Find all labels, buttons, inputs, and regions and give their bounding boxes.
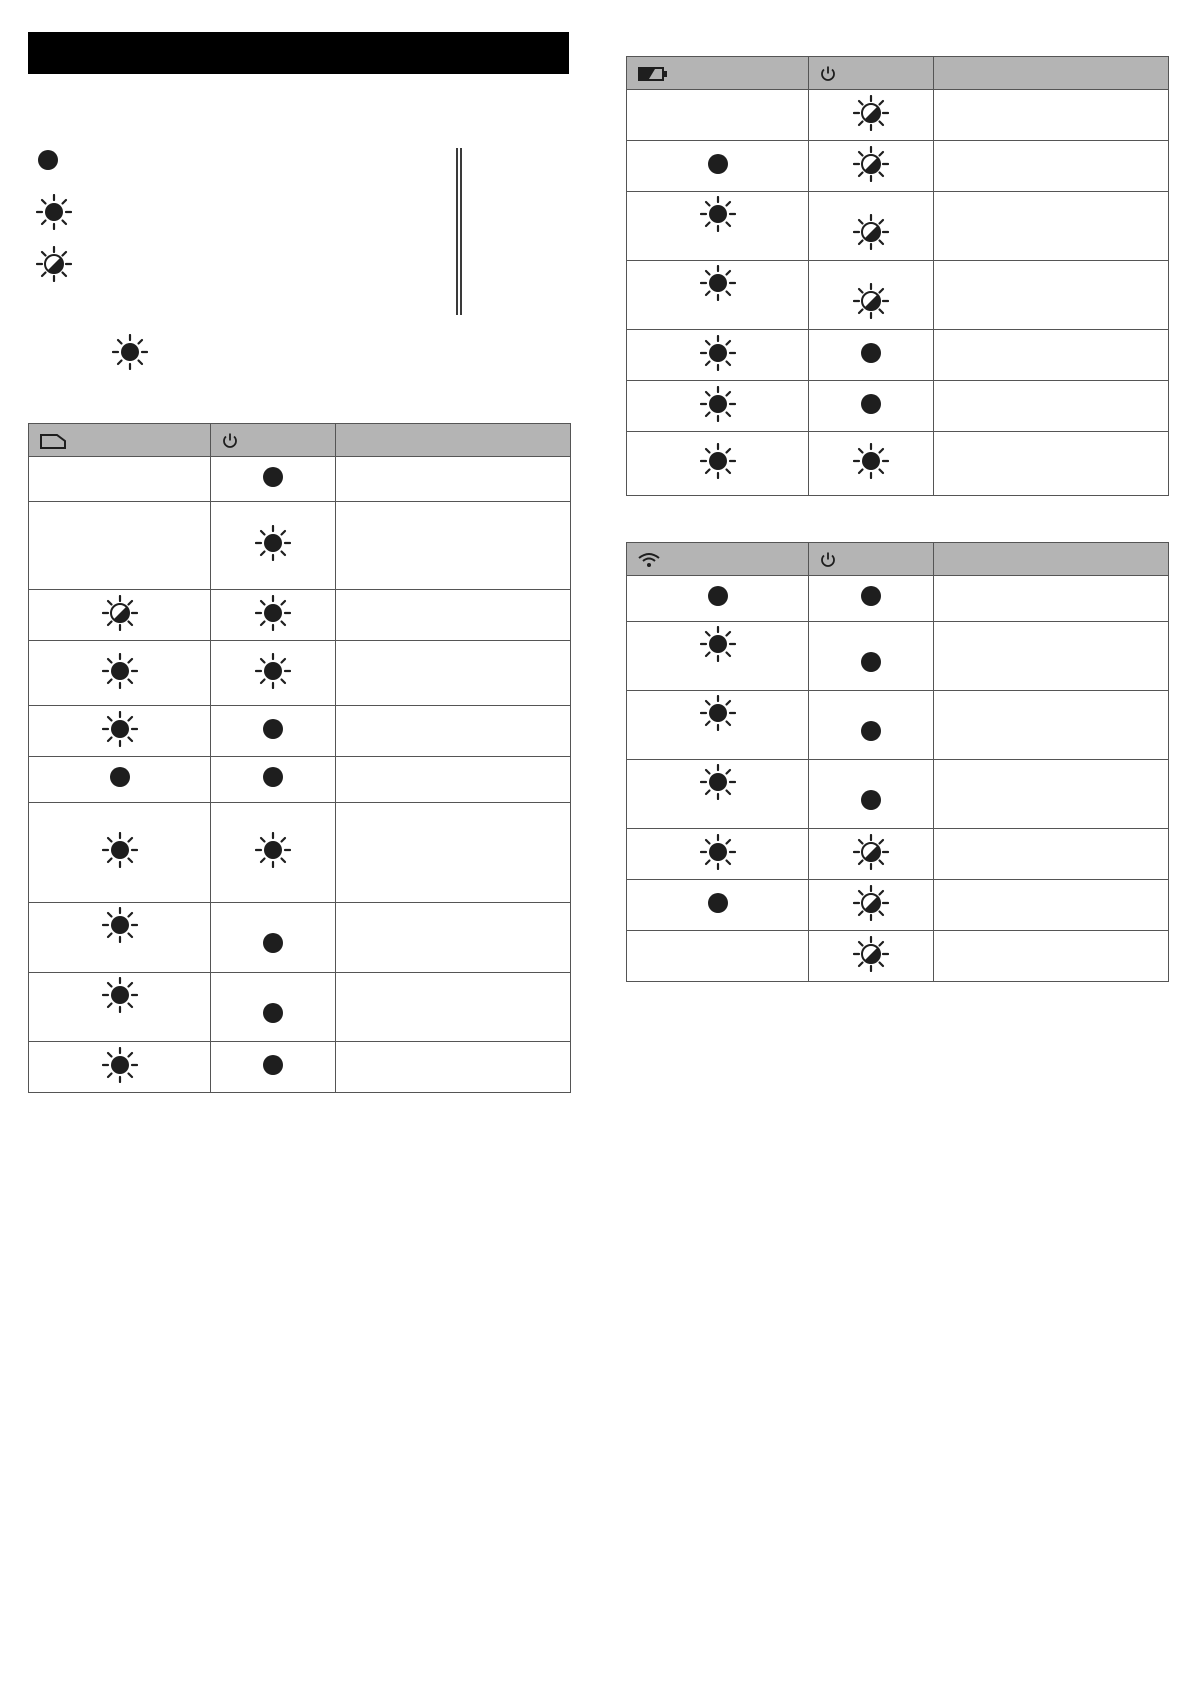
status-description-cell xyxy=(336,803,571,903)
power-led-cell xyxy=(211,706,336,757)
table-row xyxy=(29,641,571,706)
led-blink-icon xyxy=(102,1047,138,1083)
power-led-cell xyxy=(211,502,336,590)
table-row xyxy=(627,261,1169,330)
led-blink-icon xyxy=(102,711,138,747)
status-description-cell xyxy=(336,973,571,1042)
power-led-cell xyxy=(211,457,336,502)
led-blink-icon xyxy=(700,265,736,301)
status-description-cell xyxy=(934,381,1169,432)
table-row xyxy=(627,141,1169,192)
led-blink-icon xyxy=(700,626,736,662)
led-on-icon xyxy=(859,584,883,608)
table-row xyxy=(29,706,571,757)
table-row xyxy=(29,973,571,1042)
led-blink-icon xyxy=(700,443,736,479)
power-led-cell xyxy=(809,829,934,880)
power-led-cell xyxy=(809,880,934,931)
table-row xyxy=(29,502,571,590)
status-description-cell xyxy=(934,691,1169,760)
status-led-cell xyxy=(627,829,809,880)
status-description-cell xyxy=(934,192,1169,261)
section-title-bar xyxy=(28,32,569,74)
led-half-blink-icon xyxy=(853,214,889,250)
table-row xyxy=(627,622,1169,691)
power-led-cell xyxy=(809,261,934,330)
table-row xyxy=(627,829,1169,880)
battery-icon xyxy=(637,65,669,83)
power-led-cell xyxy=(809,760,934,829)
status-led-cell xyxy=(627,691,809,760)
status-description-cell xyxy=(336,641,571,706)
table-header-row xyxy=(627,543,1169,576)
led-blink-icon xyxy=(255,832,291,868)
led-blink-icon xyxy=(102,907,138,943)
power-led-cell xyxy=(809,622,934,691)
led-on-icon xyxy=(859,788,883,812)
table-header-row xyxy=(29,424,571,457)
led-on-icon xyxy=(261,465,285,489)
status-led-cell xyxy=(627,192,809,261)
table-row xyxy=(627,691,1169,760)
legend-divider xyxy=(460,148,462,315)
status-description-cell xyxy=(934,330,1169,381)
table-row xyxy=(627,880,1169,931)
led-half-blink-icon xyxy=(102,595,138,631)
status-led-cell xyxy=(29,641,211,706)
power-led-cell xyxy=(809,381,934,432)
table-row xyxy=(627,760,1169,829)
led-on-icon xyxy=(36,148,60,177)
status-description-cell xyxy=(336,502,571,590)
status-description-cell xyxy=(934,880,1169,931)
led-half-blink-icon xyxy=(853,936,889,972)
status-description-cell xyxy=(336,457,571,502)
power-led-cell xyxy=(809,931,934,982)
table-row xyxy=(29,803,571,903)
led-blink-icon xyxy=(36,194,72,235)
power-icon xyxy=(819,65,837,83)
power-led-cell xyxy=(211,641,336,706)
led-blink-icon xyxy=(255,525,291,561)
led-blink-icon xyxy=(255,595,291,631)
status-led-cell xyxy=(627,622,809,691)
led-blink-icon xyxy=(700,695,736,731)
led-on-icon xyxy=(859,719,883,743)
status-led-cell xyxy=(627,330,809,381)
led-blink-icon xyxy=(700,196,736,232)
status-led-cell xyxy=(627,432,809,496)
table-row xyxy=(627,432,1169,496)
led-blink-icon xyxy=(700,335,736,371)
table-row xyxy=(29,457,571,502)
led-on-icon xyxy=(859,392,883,416)
wifi-status-table xyxy=(626,542,1169,982)
led-blink-icon xyxy=(700,386,736,422)
status-led-cell xyxy=(29,502,211,590)
status-description-cell xyxy=(934,931,1169,982)
led-half-blink-icon xyxy=(36,246,72,287)
led-blink-icon xyxy=(255,653,291,689)
status-description-cell xyxy=(934,576,1169,622)
status-description-cell xyxy=(336,590,571,641)
battery-status-table xyxy=(626,56,1169,496)
status-led-cell xyxy=(29,973,211,1042)
status-led-cell xyxy=(627,90,809,141)
status-led-cell xyxy=(29,803,211,903)
label-led-header xyxy=(29,424,211,457)
power-led-cell xyxy=(211,973,336,1042)
status-led-cell xyxy=(29,457,211,502)
status-led-cell xyxy=(29,903,211,973)
led-on-icon xyxy=(261,765,285,789)
led-on-icon xyxy=(108,765,132,789)
status-led-cell xyxy=(29,706,211,757)
power-led-cell xyxy=(211,590,336,641)
led-on-icon xyxy=(859,341,883,365)
status-description-cell xyxy=(934,261,1169,330)
led-blink-icon xyxy=(102,832,138,868)
status-led-cell xyxy=(29,757,211,803)
power-led-cell xyxy=(809,90,934,141)
status-description-cell xyxy=(934,90,1169,141)
led-blink-icon xyxy=(102,653,138,689)
power-led-header xyxy=(809,543,934,576)
led-half-blink-icon xyxy=(853,885,889,921)
led-on-icon xyxy=(261,1001,285,1025)
led-on-icon xyxy=(859,650,883,674)
power-led-cell xyxy=(809,691,934,760)
status-description-cell xyxy=(934,622,1169,691)
table-row xyxy=(627,90,1169,141)
power-led-cell xyxy=(809,141,934,192)
led-half-blink-icon xyxy=(853,834,889,870)
table-row xyxy=(29,590,571,641)
status-description-cell xyxy=(336,903,571,973)
table-header-row xyxy=(627,57,1169,90)
status-led-cell xyxy=(627,931,809,982)
led-blink-icon xyxy=(102,977,138,1013)
table-row xyxy=(29,757,571,803)
led-on-icon xyxy=(706,891,730,915)
power-led-cell xyxy=(809,330,934,381)
status-description-cell xyxy=(934,760,1169,829)
status-header xyxy=(934,57,1169,90)
status-description-cell xyxy=(934,141,1169,192)
status-led-cell xyxy=(29,1042,211,1093)
table-row xyxy=(627,381,1169,432)
status-header xyxy=(336,424,571,457)
table-row xyxy=(627,931,1169,982)
status-description-cell xyxy=(336,757,571,803)
status-description-cell xyxy=(336,706,571,757)
led-half-blink-icon xyxy=(853,95,889,131)
led-on-icon xyxy=(706,584,730,608)
power-led-cell xyxy=(211,757,336,803)
status-led-cell xyxy=(627,141,809,192)
status-description-cell xyxy=(934,432,1169,496)
status-led-cell xyxy=(627,381,809,432)
wifi-led-header xyxy=(627,543,809,576)
battery-led-header xyxy=(627,57,809,90)
led-blink-icon xyxy=(853,443,889,479)
status-header xyxy=(934,543,1169,576)
led-blink-icon xyxy=(700,764,736,800)
led-blink-icon xyxy=(112,334,148,375)
status-description-cell xyxy=(934,829,1169,880)
status-led-cell xyxy=(627,576,809,622)
led-blink-icon xyxy=(700,834,736,870)
power-led-cell xyxy=(211,1042,336,1093)
led-half-blink-icon xyxy=(853,146,889,182)
table-row xyxy=(29,903,571,973)
led-on-icon xyxy=(261,717,285,741)
power-icon xyxy=(819,551,837,569)
table-row xyxy=(29,1042,571,1093)
label-icon xyxy=(39,432,69,450)
power-led-cell xyxy=(211,903,336,973)
power-led-header xyxy=(809,57,934,90)
status-led-cell xyxy=(627,261,809,330)
status-led-cell xyxy=(627,880,809,931)
power-led-cell xyxy=(809,192,934,261)
status-led-cell xyxy=(29,590,211,641)
power-icon xyxy=(221,432,239,450)
legend-divider xyxy=(456,148,458,315)
power-led-cell xyxy=(809,576,934,622)
power-led-cell xyxy=(809,432,934,496)
status-led-cell xyxy=(627,760,809,829)
led-on-icon xyxy=(261,1053,285,1077)
table-row xyxy=(627,192,1169,261)
led-on-icon xyxy=(706,152,730,176)
power-led-cell xyxy=(211,803,336,903)
status-description-cell xyxy=(336,1042,571,1093)
table-row xyxy=(627,330,1169,381)
wifi-icon xyxy=(637,551,661,569)
power-led-header xyxy=(211,424,336,457)
led-on-icon xyxy=(261,931,285,955)
label-status-table xyxy=(28,423,571,1093)
led-half-blink-icon xyxy=(853,283,889,319)
table-row xyxy=(627,576,1169,622)
